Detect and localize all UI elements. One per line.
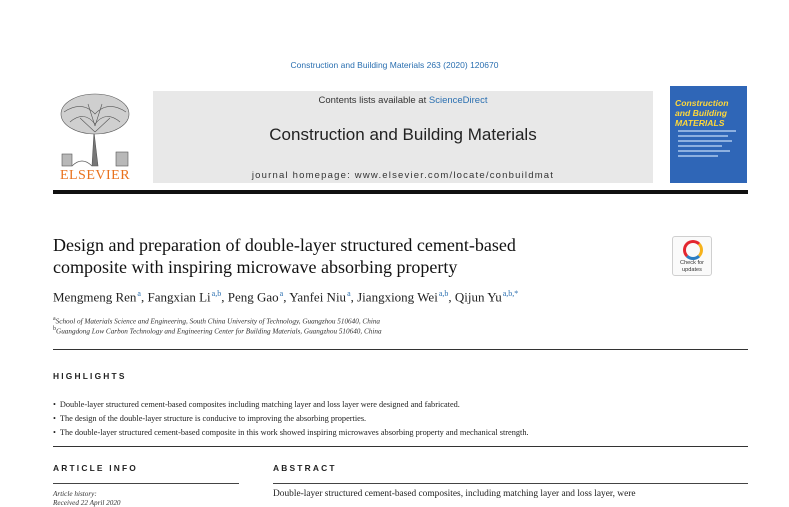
abstract-text: Double-layer structured cement-based composites, including matching layer and loss layer, were [273, 489, 636, 499]
author-list: Mengmeng Ren$^a$, Fangxian Li$^{a,b}$, Peng Gao$^a$, Yanfei Niu$^a$, Jiangxiong Wei$^{a,b}$, Qijun $Yu^{a,b,*}$ [53, 289, 519, 305]
publisher-name: ELSEVIER [59, 168, 131, 183]
abstract-rule [273, 483, 748, 484]
homepage-link[interactable]: www.elsevier.com/locate/conbuildmat [354, 170, 555, 181]
section-divider [53, 349, 748, 350]
affiliation-mark: b [53, 326, 56, 332]
highlight-item: • The double-layer structured cement-based composite in this work showed inspiring microwaves absorbing property and mechanical strength. [53, 426, 753, 440]
author-name[interactable]: Fangxian Li [147, 289, 211, 305]
author-name[interactable]: Qijun Yu [454, 289, 502, 305]
affiliation [53, 326, 382, 335]
sciencedirect-link[interactable]: ScienceDirect [428, 95, 488, 106]
author-affiliation-mark[interactable]: a,b,* [502, 289, 519, 298]
article-title-line: Design and preparation of double-layer structured cement-based [53, 235, 516, 255]
author-name[interactable]: Mengmeng Ren [53, 289, 137, 305]
article-received-date: Received 22 April 2020 [53, 499, 121, 507]
author-affiliation-mark[interactable]: a [137, 289, 141, 298]
affiliation-mark: a [53, 316, 56, 322]
cover-text-line [678, 130, 736, 132]
author-affiliation-mark[interactable]: a,b [438, 289, 449, 298]
affiliation-text: Guangdong Low Carbon Technology and Engineering Center for Building Materials, Guangzhou 510640, China [56, 327, 382, 336]
abstract-heading: ABSTRACT [273, 463, 337, 473]
elsevier-tree-icon [52, 92, 138, 168]
cover-text-line [678, 155, 718, 157]
homepage-prefix: journal homepage: [251, 170, 355, 181]
journal-cover-thumbnail[interactable] [670, 86, 747, 183]
author-name[interactable]: Peng Gao [227, 289, 279, 305]
affiliation [53, 316, 380, 325]
author-affiliation-mark[interactable]: a [279, 289, 284, 298]
journal-citation[interactable]: Construction and Building Materials 263 (2020) 120670 [290, 60, 499, 70]
author-name[interactable]: Yanfei Niu [289, 289, 347, 305]
article-info-rule [53, 483, 239, 484]
contents-availability [153, 95, 653, 106]
journal-homepage [153, 170, 653, 181]
check-updates-icon [683, 240, 703, 260]
highlight-item: • The design of the double-layer structure is conducive to improving the absorbing properties. [53, 412, 753, 426]
header-divider [53, 190, 748, 194]
cover-text-line [678, 150, 730, 152]
article-info-heading: ARTICLE INFO [53, 463, 139, 473]
cover-title: Construction and Building MATERIALS [675, 98, 729, 128]
highlight-item: • Double-layer structured cement-based composites including matching layer and loss layer were designed and fabricated. [53, 398, 753, 412]
check-updates-label: Check for updates [680, 260, 704, 273]
section-divider [53, 446, 748, 447]
author-affiliation-mark[interactable]: a [347, 289, 351, 298]
cover-text-line [678, 140, 732, 142]
affiliation-text: School of Materials Science and Engineering, South China University of Technology, Guangzhou 510640, China [55, 317, 381, 326]
cover-text-line [678, 145, 722, 147]
contents-prefix: Contents lists available at [318, 95, 429, 106]
article-history-label: Article history: [53, 490, 97, 498]
article-title-line: composite with inspiring microwave absorbing property [53, 257, 458, 277]
author-affiliation-mark[interactable]: a,b [211, 289, 222, 298]
article-title [53, 234, 643, 278]
cover-text-line [678, 135, 728, 137]
highlights-list [53, 398, 753, 440]
highlights-heading: HIGHLIGHTS [53, 371, 127, 381]
author-name[interactable]: Jiangxiong Wei [357, 289, 438, 305]
elsevier-logo[interactable] [52, 92, 138, 184]
check-for-updates-button[interactable] [672, 236, 712, 276]
journal-title: Construction and Building Materials [269, 125, 537, 144]
